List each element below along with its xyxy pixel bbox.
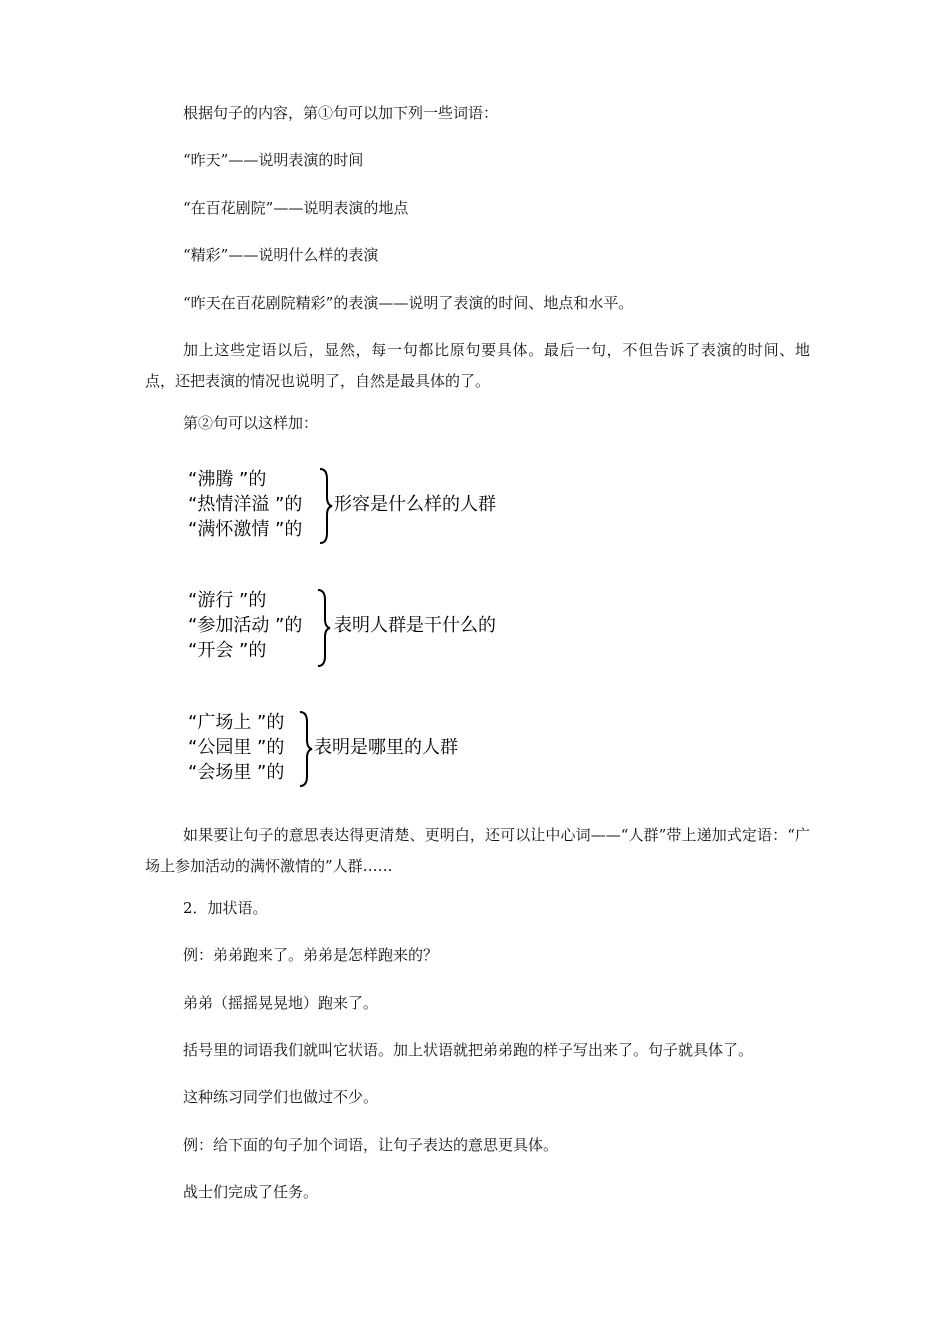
- group-item: “开会 ”的: [188, 640, 267, 661]
- brace-icon: [318, 467, 334, 545]
- example-line-time: “昨天”——说明表演的时间: [183, 151, 364, 169]
- exercise-sentence: 战士们完成了任务。: [183, 1183, 319, 1201]
- group-item: “广场上 ”的: [188, 712, 285, 733]
- attribute-group-3: [188, 710, 518, 790]
- attribute-group-1: [188, 467, 518, 547]
- second-sentence-intro: 第②句可以这样加：: [183, 414, 319, 432]
- exercise-instruction: 例：给下面的句子加个词语，让句子表达的意思更具体。: [183, 1136, 559, 1154]
- adverbial-explanation: 括号里的词语我们就叫它状语。加上状语就把弟弟跑的样子写出来了。句子就具体了。: [183, 1041, 754, 1059]
- group-item: “热情洋溢 ”的: [188, 494, 303, 515]
- example-line-combined: “昨天在百花剧院精彩”的表演——说明了表演的时间、地点和水平。: [183, 294, 634, 312]
- group-description: 表明人群是干什么的: [334, 615, 496, 636]
- explanation-paragraph: 加上这些定语以后，显然，每一句都比原句要具体。最后一句，不但告诉了表演的时间、地点，还把表演的情况也说明了，自然是最具体的了。: [145, 341, 810, 390]
- group-item: “游行 ”的: [188, 590, 267, 611]
- recursive-attribute-paragraph: 如果要让句子的意思表达得更清楚、更明白，还可以让中心词——“人群”带上递加式定语：“广场上参加活动的满怀激情的”人群……: [145, 826, 810, 875]
- group-item: “公园里 ”的: [188, 737, 285, 758]
- example-line-quality: “精彩”——说明什么样的表演: [183, 246, 379, 264]
- attribute-group-2: [188, 588, 518, 668]
- section-heading-adverbial: 2．加状语。: [183, 899, 268, 917]
- group-item: “参加活动 ”的: [188, 615, 303, 636]
- example-question: 例：弟弟跑来了。弟弟是怎样跑来的？: [183, 946, 439, 964]
- group-item: “沸腾 ”的: [188, 469, 267, 490]
- group-description: 表明是哪里的人群: [314, 737, 458, 758]
- group-item: “满怀激情 ”的: [188, 519, 303, 540]
- example-line-place: “在百花剧院”——说明表演的地点: [183, 199, 409, 217]
- example-answer: 弟弟（摇摇晃晃地）跑来了。: [183, 994, 379, 1012]
- brace-icon: [298, 710, 314, 788]
- practice-note: 这种练习同学们也做过不少。: [183, 1088, 379, 1106]
- intro-line: 根据句子的内容，第①句可以加下列一些词语：: [183, 104, 499, 122]
- group-item: “会场里 ”的: [188, 762, 285, 783]
- group-description: 形容是什么样的人群: [334, 494, 496, 515]
- brace-icon: [316, 588, 332, 668]
